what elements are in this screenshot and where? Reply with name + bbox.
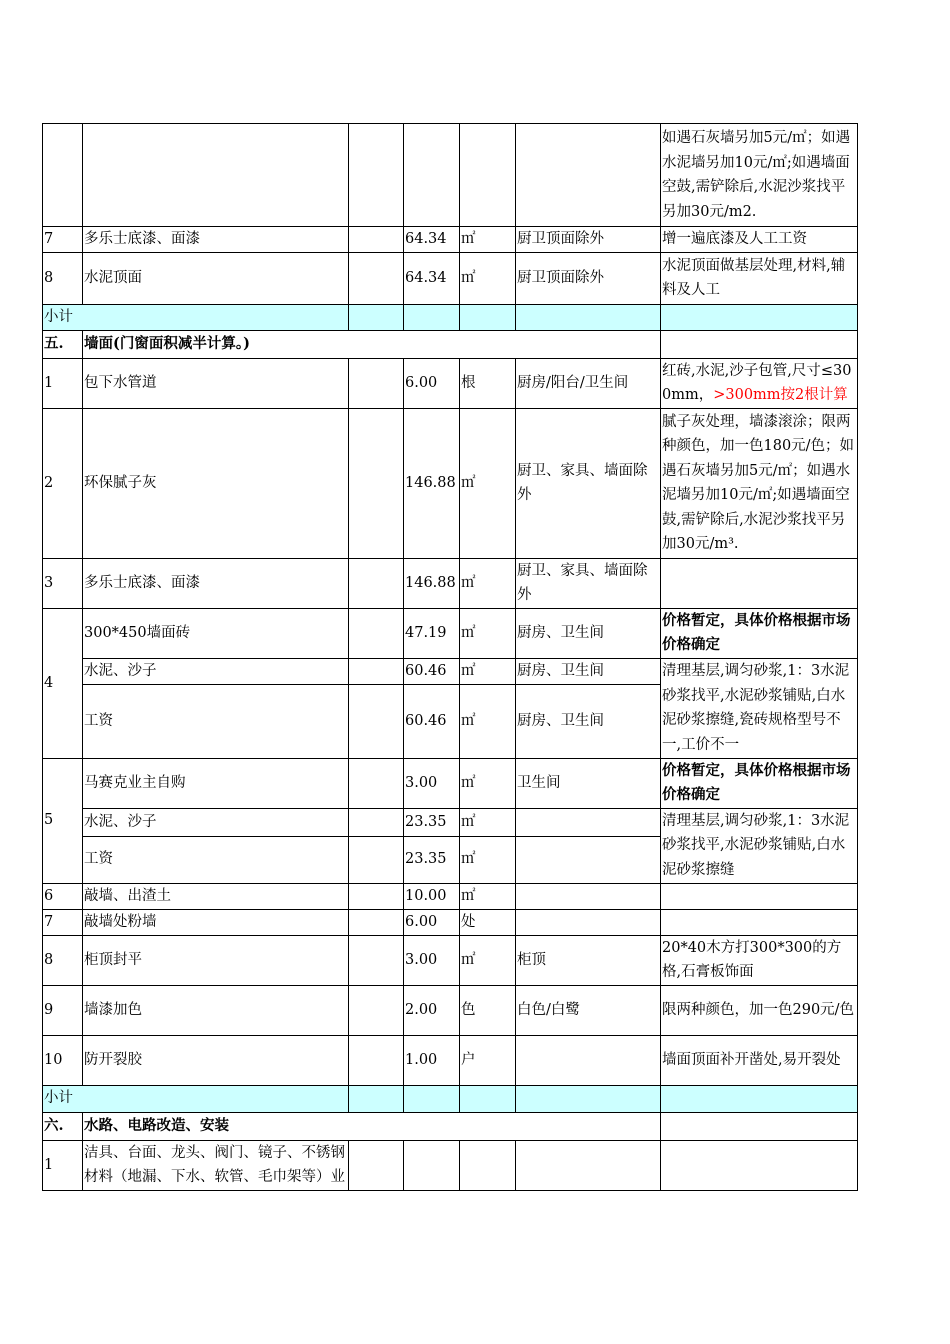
- item-desc: 20*40木方打300*300的方格,石膏板饰面: [661, 935, 858, 985]
- table-row: [43, 883, 858, 909]
- item-unit: ㎡: [460, 227, 516, 253]
- item-desc: [661, 883, 858, 909]
- item-qty: 23.35: [404, 836, 460, 883]
- table-row: [43, 608, 858, 658]
- item-qty: 64.34: [404, 227, 460, 253]
- item-qty: 6.00: [404, 358, 460, 408]
- item-name: 多乐士底漆、面漆: [83, 558, 349, 608]
- item-location: 柜顶: [516, 935, 661, 985]
- item-unit: ㎡: [460, 608, 516, 658]
- item-location: [516, 836, 661, 883]
- item-name: 环保腻子灰: [83, 408, 349, 558]
- section-title: 墙面(门窗面积减半计算。): [83, 330, 661, 358]
- subtotal-label: 小计: [43, 304, 349, 330]
- subtotal-row: [43, 1085, 858, 1112]
- item-qty: 3.00: [404, 758, 460, 808]
- item-desc: 清理基层,调匀砂浆,1：3水泥砂浆找平,水泥砂浆铺贴,白水泥砂浆擦缝: [661, 808, 858, 883]
- subtotal-row: [43, 304, 858, 330]
- item-location: [516, 808, 661, 836]
- item-unit: 处: [460, 909, 516, 935]
- table-row: [43, 227, 858, 253]
- item-desc: [661, 1140, 858, 1190]
- item-name: 包下水管道: [83, 358, 349, 408]
- item-desc: 如遇石灰墙另加5元/㎡；如遇水泥墙另加10元/㎡;如遇墙面空鼓,需铲除后,水泥沙浆找平另加30元/m2.: [661, 124, 858, 227]
- item-name: 水泥、沙子: [83, 658, 349, 684]
- item-no: 2: [43, 408, 83, 558]
- item-desc: 清理基层,调匀砂浆,1：3水泥砂浆找平,水泥砂浆铺贴,白水泥砂浆擦缝,瓷砖规格型号不一,工价不一: [661, 658, 858, 758]
- table-row: [43, 909, 858, 935]
- section-header-row: [43, 1112, 858, 1140]
- item-location: 厨房、卫生间: [516, 658, 661, 684]
- item-location: 厨卫、家具、墙面除外: [516, 558, 661, 608]
- quotation-table: [42, 123, 858, 1191]
- table-row: [43, 985, 858, 1035]
- item-qty: 6.00: [404, 909, 460, 935]
- item-location: [516, 1035, 661, 1085]
- subtotal-label: 小计: [43, 1085, 349, 1112]
- item-unit: ㎡: [460, 935, 516, 985]
- item-location: 厨卫顶面除外: [516, 252, 661, 304]
- item-name: 多乐士底漆、面漆: [83, 227, 349, 253]
- item-unit: [460, 124, 516, 227]
- table-row: [43, 658, 858, 684]
- item-name: 洁具、台面、龙头、阀门、镜子、不锈钢材料（地漏、下水、软管、毛巾架等）业: [83, 1140, 349, 1190]
- item-qty: 47.19: [404, 608, 460, 658]
- section-title: 水路、电路改造、安装: [83, 1112, 661, 1140]
- item-name: 300*450墙面砖: [83, 608, 349, 658]
- item-unit: ㎡: [460, 808, 516, 836]
- item-no: 1: [43, 358, 83, 408]
- item-desc: 限两种颜色，加一色290元/色: [661, 985, 858, 1035]
- item-no: 6: [43, 883, 83, 909]
- item-unit: ㎡: [460, 558, 516, 608]
- item-desc: 水泥顶面做基层处理,材料,辅料及人工: [661, 252, 858, 304]
- item-location: 厨卫、家具、墙面除外: [516, 408, 661, 558]
- item-location: 卫生间: [516, 758, 661, 808]
- item-name: 工资: [83, 684, 349, 758]
- item-qty: 1.00: [404, 1035, 460, 1085]
- item-no: 8: [43, 935, 83, 985]
- item-unit: ㎡: [460, 408, 516, 558]
- item-name: 防开裂胶: [83, 1035, 349, 1085]
- item-no: 1: [43, 1140, 83, 1190]
- item-location: 厨房、卫生间: [516, 608, 661, 658]
- item-name: 水泥、沙子: [83, 808, 349, 836]
- item-qty: 60.46: [404, 658, 460, 684]
- item-desc: [661, 358, 858, 408]
- table-row: [43, 935, 858, 985]
- item-location: 厨房、卫生间: [516, 684, 661, 758]
- item-no: 5: [43, 758, 83, 883]
- item-qty: 146.88: [404, 558, 460, 608]
- item-desc: 价格暂定，具体价格根据市场价格确定: [661, 608, 858, 658]
- item-qty: 2.00: [404, 985, 460, 1035]
- item-desc-warning: >300mm按2根计算: [713, 387, 848, 403]
- item-qty: 60.46: [404, 684, 460, 758]
- item-no: 9: [43, 985, 83, 1035]
- item-unit: ㎡: [460, 883, 516, 909]
- table-row: [43, 252, 858, 304]
- item-name: 水泥顶面: [83, 252, 349, 304]
- item-name: 敲墙处粉墙: [83, 909, 349, 935]
- item-qty: 146.88: [404, 408, 460, 558]
- item-no: 3: [43, 558, 83, 608]
- item-no: [43, 124, 83, 227]
- item-location: [516, 883, 661, 909]
- item-unit: ㎡: [460, 658, 516, 684]
- table-row: [43, 408, 858, 558]
- item-unit: [460, 1140, 516, 1190]
- section-no: 六.: [43, 1112, 83, 1140]
- item-location: 白色/白鹭: [516, 985, 661, 1035]
- section-header-row: [43, 330, 858, 358]
- item-name: 墙漆加色: [83, 985, 349, 1035]
- item-no: 4: [43, 608, 83, 758]
- table-row: [43, 358, 858, 408]
- item-unit: 户: [460, 1035, 516, 1085]
- item-location: [516, 124, 661, 227]
- item-desc: [661, 558, 858, 608]
- item-unit: ㎡: [460, 758, 516, 808]
- item-unit: ㎡: [460, 252, 516, 304]
- item-desc: [661, 909, 858, 935]
- item-no: 8: [43, 252, 83, 304]
- item-qty: 10.00: [404, 883, 460, 909]
- item-unit: ㎡: [460, 684, 516, 758]
- item-name: 马赛克业主自购: [83, 758, 349, 808]
- item-desc: 墙面顶面补开凿处,易开裂处: [661, 1035, 858, 1085]
- table-row: [43, 124, 858, 227]
- item-desc: 价格暂定，具体价格根据市场价格确定: [661, 758, 858, 808]
- item-name: [83, 124, 349, 227]
- item-location: 厨房/阳台/卫生间: [516, 358, 661, 408]
- item-name: 工资: [83, 836, 349, 883]
- item-location: [516, 909, 661, 935]
- table-row: [43, 758, 858, 808]
- item-name: 敲墙、出渣土: [83, 883, 349, 909]
- item-location: 厨卫顶面除外: [516, 227, 661, 253]
- item-qty: 3.00: [404, 935, 460, 985]
- item-name: 柜顶封平: [83, 935, 349, 985]
- table-row: [43, 808, 858, 836]
- item-qty: 64.34: [404, 252, 460, 304]
- item-unit: ㎡: [460, 836, 516, 883]
- item-unit: 色: [460, 985, 516, 1035]
- item-no: 10: [43, 1035, 83, 1085]
- item-qty: [404, 124, 460, 227]
- item-desc-text: 红砖,水泥,沙子包管,尺寸≤300mm，: [662, 362, 852, 403]
- item-qty: [404, 1140, 460, 1190]
- section-no: 五.: [43, 330, 83, 358]
- table-row: [43, 558, 858, 608]
- item-desc: 腻子灰处理，墙漆滚涂；限两种颜色，加一色180元/色；如遇石灰墙另加5元/㎡；如遇水泥墙另加10元/㎡;如遇墙面空鼓,需铲除后,水泥沙浆找平另加30元/m³.: [661, 408, 858, 558]
- item-qty: 23.35: [404, 808, 460, 836]
- item-desc: 增一遍底漆及人工工资: [661, 227, 858, 253]
- item-no: 7: [43, 909, 83, 935]
- item-location: [516, 1140, 661, 1190]
- item-no: 7: [43, 227, 83, 253]
- table-row: [43, 1035, 858, 1085]
- item-unit: 根: [460, 358, 516, 408]
- table-row: [43, 1140, 858, 1190]
